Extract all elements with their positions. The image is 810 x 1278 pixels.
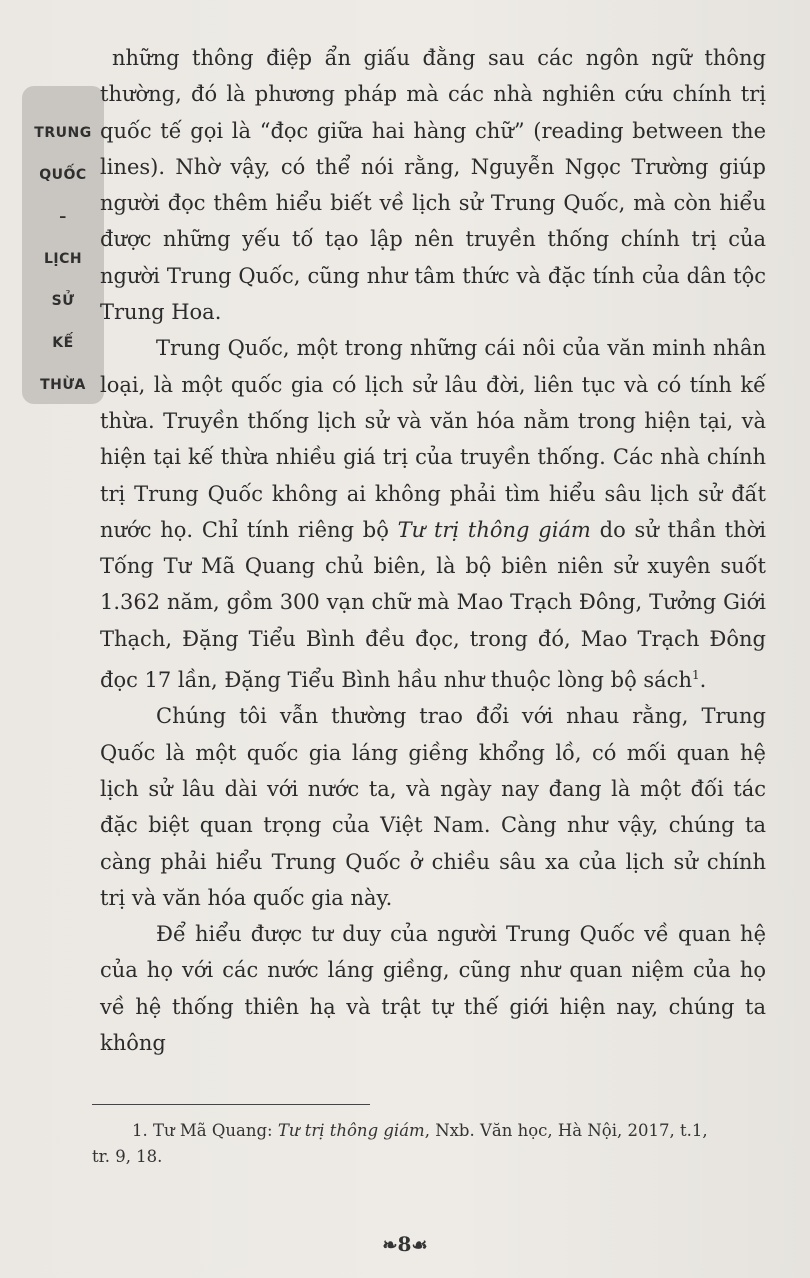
chapter-tab-word: QUỐC xyxy=(39,167,87,183)
left-ornament-icon: ❧ xyxy=(382,1235,398,1256)
right-ornament-icon: ☙ xyxy=(411,1235,428,1256)
body-text xyxy=(100,40,766,1061)
paragraph-2-end: . xyxy=(699,668,707,693)
paragraph-3: Chúng tôi vẫn thường trao đổi với nhau rằng, Trung Quốc là một quốc gia láng giềng khổng lồ, có mối quan hệ lịch sử lâu dài với nước ta, và ngày nay đang là một đối tác đặc biệt quan trọng của Việt Nam. Càng như vậy, chúng ta càng phải hiểu Trung Quốc ở chiều sâu xa của lịch sử chính trị và văn hóa quốc gia này. xyxy=(100,704,766,910)
chapter-tab-word: KẾ xyxy=(52,335,74,351)
chapter-tab-words xyxy=(22,86,104,406)
footnote-title-italic: Tư trị thông giám xyxy=(277,1121,425,1140)
page-number xyxy=(0,1232,810,1256)
paragraph-2 xyxy=(100,330,766,698)
paragraph-1: những thông điệp ẩn giấu đằng sau các ngôn ngữ thông thường, đó là phương pháp mà các nhà nghiên cứu chính trị quốc tế gọi là “đọc giữa hai hàng chữ” (reading between the lines). Nhờ vậy, có thể nói rằng, Nguyễn Ngọc Trường giúp người đọc thêm hiểu biết về lịch sử Trung Quốc, mà còn hiểu được những yếu tố tạo lập nên truyền thống chính trị của người Trung Quốc, cũng như tâm thức và đặc tính của dân tộc Trung Hoa. xyxy=(100,46,766,325)
paragraph-4: Để hiểu được tư duy của người Trung Quốc về quan hệ của họ với các nước láng giềng, cũng như quan niệm của họ về hệ thống thiên hạ và trật tự thế giới hiện nay, chúng ta không xyxy=(100,922,766,1056)
footnote-suffix: , Nxb. Văn học, Hà Nội, 2017, t.1, xyxy=(424,1121,708,1140)
chapter-side-tab xyxy=(22,86,104,404)
footnote-line-1 xyxy=(92,1118,782,1144)
footnote xyxy=(92,1118,782,1170)
paragraph-2-text: Trung Quốc, một trong những cái nôi của văn minh nhân loại, là một quốc gia có lịch sử lâu đời, liên tục và có tính kế thừa. Truyền thống lịch sử và văn hóa nằm trong hiện tại, và hiện tại kế thừa nhiều giá trị của truyền thống. Các nhà chính trị Trung Quốc không ai không phải tìm hiểu sâu lịch sử đất nước họ. Chỉ tính riêng bộ xyxy=(100,336,766,542)
chapter-tab-word: SỬ xyxy=(51,293,75,309)
chapter-tab-word: LỊCH xyxy=(43,251,83,267)
chapter-tab-word: THỪA xyxy=(40,377,86,393)
chapter-tab-word: – xyxy=(59,209,67,225)
chapter-tab-word: TRUNG xyxy=(34,125,92,141)
paragraph-2-text-cont: do sử thần thời Tống Tư Mã Quang chủ biên, là bộ biên niên sử xuyên suốt 1.362 năm, gồm 300 vạn chữ mà Mao Trạch Đông, Tưởng Giới Thạch, Đặng Tiểu Bình đều đọc, trong đó, Mao Trạch Đông đọc 17 lần, Đặng Tiểu Bình hầu như thuộc lòng bộ sách xyxy=(100,517,766,693)
footnote-prefix: 1. Tư Mã Quang: xyxy=(132,1121,278,1140)
book-title-italic: Tư trị thông giám xyxy=(397,517,591,542)
footnote-divider xyxy=(92,1104,370,1105)
footnote-line-2: tr. 9, 18. xyxy=(92,1147,163,1166)
page-number-value: 8 xyxy=(397,1232,412,1256)
footnote-reference[interactable]: 1 xyxy=(691,668,700,683)
